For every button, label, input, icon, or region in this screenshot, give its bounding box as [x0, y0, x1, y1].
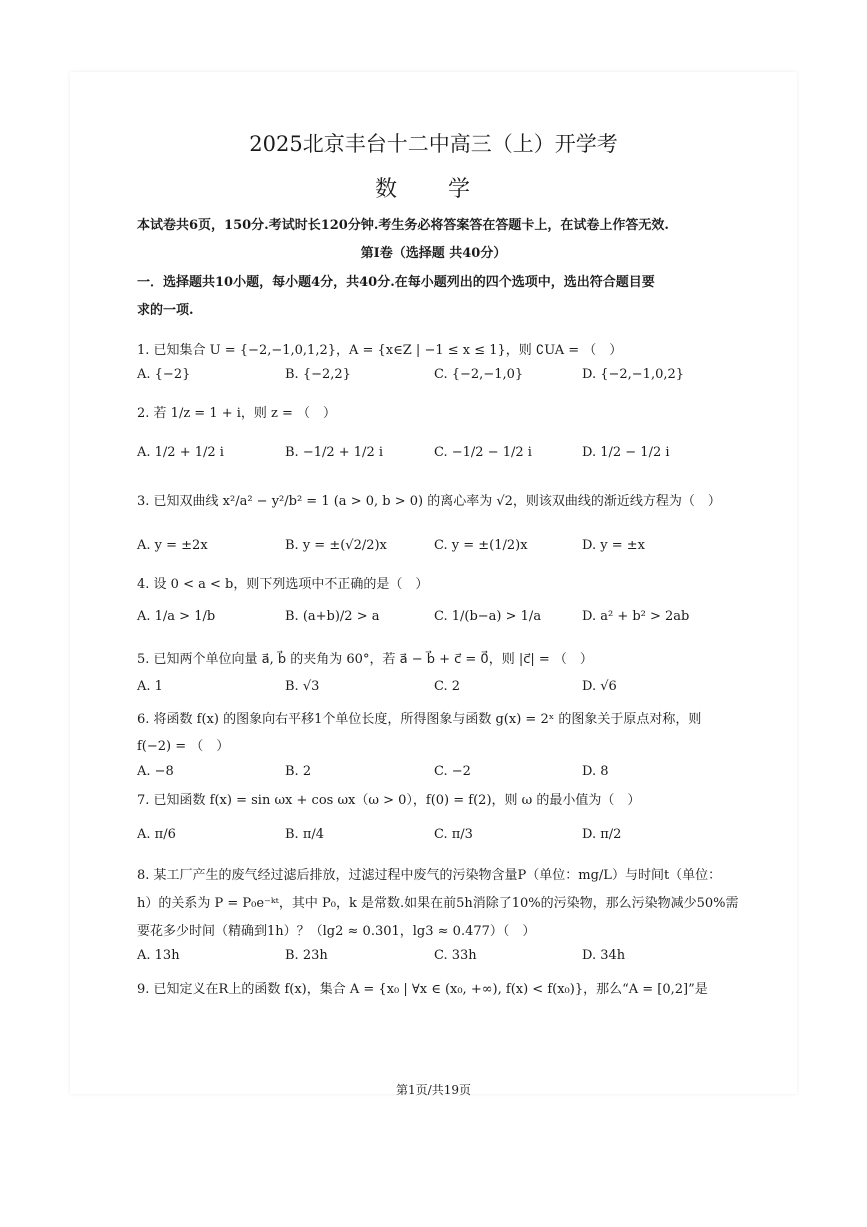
- section-heading-line2: 求的一项.: [137, 303, 194, 318]
- question-4-option-c: C. 1/(b−a) > 1/a: [434, 609, 542, 624]
- question-3-option-c: C. y = ±(1/2)x: [434, 538, 528, 553]
- part-title: 第I卷（选择题 共40分）: [360, 246, 507, 261]
- question-1-option-b: B. {−2,2}: [285, 367, 351, 382]
- question-3-option-b: B. y = ±(√2/2)x: [285, 538, 387, 553]
- question-7-option-d: D. π/2: [582, 827, 622, 842]
- question-8-stem-line3: 要花多少时间（精确到1h）？（lg2 ≈ 0.301，lg3 ≈ 0.477）（ ）: [137, 924, 536, 939]
- question-5-option-d: D. √6: [582, 679, 617, 694]
- question-8-option-b: B. 23h: [285, 948, 328, 963]
- question-4-option-d: D. a² + b² > 2ab: [582, 609, 690, 624]
- question-4-option-b: B. (a+b)/2 > a: [285, 609, 380, 624]
- question-6-option-a: A. −8: [137, 764, 174, 779]
- question-5-stem: 5. 已知两个单位向量 a⃗, b⃗ 的夹角为 60°，若 a⃗ − b⃗ + c⃗ = 0⃗，则 |c⃗| = （ ）: [137, 652, 593, 667]
- exam-page: [70, 72, 797, 1097]
- question-8-stem: 8. 某工厂产生的废气经过滤后排放，过滤过程中废气的污染物含量P（单位：mg/L）与时间t（单位：: [137, 868, 722, 883]
- exam-instructions: 本试卷共6页，150分.考试时长120分钟.考生务必将答案答在答题卡上，在试卷上作答无效.: [137, 218, 669, 233]
- question-6-option-c: C. −2: [434, 764, 471, 779]
- question-3-option-d: D. y = ±x: [582, 538, 645, 553]
- question-3-stem: 3. 已知双曲线 x²/a² − y²/b² = 1 (a > 0, b > 0) 的离心率为 √2，则该双曲线的渐近线方程为（ ）: [137, 494, 721, 509]
- question-7-stem: 7. 已知函数 f(x) = sin ωx + cos ωx（ω > 0），f(0) = f(2)，则 ω 的最小值为（ ）: [137, 793, 641, 808]
- subject-title: 数 学: [375, 177, 492, 202]
- question-1-option-c: C. {−2,−1,0}: [434, 367, 524, 382]
- question-5-option-a: A. 1: [137, 679, 163, 694]
- exam-title: 2025北京丰台十二中高三（上）开学考: [249, 132, 618, 156]
- question-2-option-d: D. 1/2 − 1/2 i: [582, 445, 670, 460]
- question-6-option-d: D. 8: [582, 764, 609, 779]
- question-5-option-c: C. 2: [434, 679, 461, 694]
- question-6-stem-line2: f(−2) = （ ）: [137, 739, 230, 754]
- question-8-option-d: D. 34h: [582, 948, 626, 963]
- question-2-option-a: A. 1/2 + 1/2 i: [137, 445, 224, 460]
- question-7-option-c: C. π/3: [434, 827, 473, 842]
- question-7-option-a: A. π/6: [137, 827, 176, 842]
- question-6-option-b: B. 2: [285, 764, 312, 779]
- question-1-option-d: D. {−2,−1,0,2}: [582, 367, 685, 382]
- question-9-stem: 9. 已知定义在R上的函数 f(x)，集合 A = {x₀ | ∀x ∈ (x₀, +∞), f(x) < f(x₀)}，那么“A = [0,2]”是: [137, 982, 708, 997]
- question-8-option-c: C. 33h: [434, 948, 477, 963]
- question-3-option-a: A. y = ±2x: [137, 538, 208, 553]
- question-8-stem-line2: h）的关系为 P = P₀e⁻ᵏᵗ，其中 P₀，k 是常数.如果在前5h消除了10%的污染物，那么污染物减少50%需: [137, 896, 739, 911]
- question-6-stem: 6. 将函数 f(x) 的图象向右平移1个单位长度，所得图象与函数 g(x) = 2ˣ 的图象关于原点对称，则: [137, 712, 702, 727]
- question-1-stem: 1. 已知集合 U = {−2,−1,0,1,2}，A = {x∈Z | −1 ≤ x ≤ 1}，则 ∁UA = （ ）: [137, 343, 623, 358]
- question-2-stem: 2. 若 1/z = 1 + i，则 z = （ ）: [137, 406, 337, 421]
- question-2-option-c: C. −1/2 − 1/2 i: [434, 445, 532, 460]
- question-5-option-b: B. √3: [285, 679, 320, 694]
- question-8-option-a: A. 13h: [137, 948, 180, 963]
- question-1-option-a: A. {−2}: [137, 367, 191, 382]
- section-heading-line1: 一．选择题共10小题，每小题4分，共40分.在每小题列出的四个选项中，选出符合题目要: [137, 275, 655, 290]
- question-4-stem: 4. 设 0 < a < b，则下列选项中不正确的是（ ）: [137, 577, 429, 592]
- page-footer: 第1页/共19页: [396, 1083, 471, 1097]
- question-2-option-b: B. −1/2 + 1/2 i: [285, 445, 384, 460]
- question-4-option-a: A. 1/a > 1/b: [137, 609, 216, 624]
- question-7-option-b: B. π/4: [285, 827, 325, 842]
